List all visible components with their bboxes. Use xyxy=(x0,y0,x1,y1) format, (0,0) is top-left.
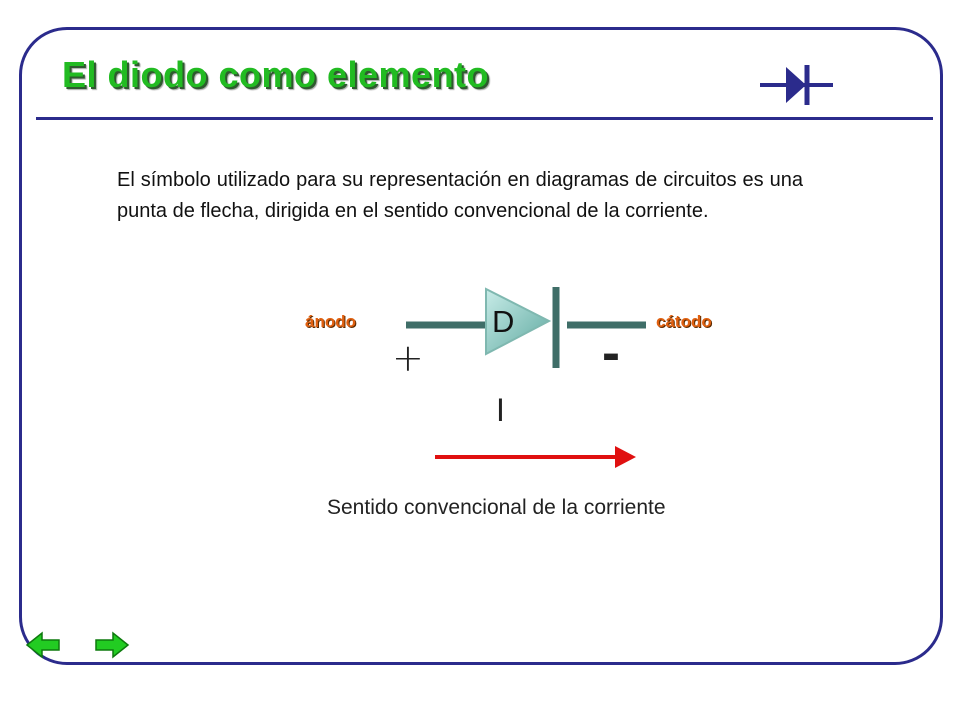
current-direction-caption: Sentido convencional de la corriente xyxy=(327,496,666,519)
nav-back-button[interactable] xyxy=(25,630,63,660)
slide-title: El diodo como elemento xyxy=(62,54,490,95)
anode-label: ánodo xyxy=(305,312,356,331)
component-letter: D xyxy=(492,304,515,339)
cathode-label: cátodo xyxy=(656,312,712,331)
current-arrow-head xyxy=(615,446,636,468)
green-right-arrow-icon xyxy=(96,633,128,657)
current-symbol: I xyxy=(496,392,505,428)
nav-forward-button[interactable] xyxy=(94,630,132,660)
description-paragraph: El símbolo utilizado para su representación en diagramas de circuitos es una punta de flecha, dirigida en el sentido convencional de la corriente. xyxy=(117,169,803,222)
minus-sign: - xyxy=(602,323,620,383)
plus-sign: + xyxy=(392,336,424,380)
green-left-arrow-icon xyxy=(27,633,59,657)
